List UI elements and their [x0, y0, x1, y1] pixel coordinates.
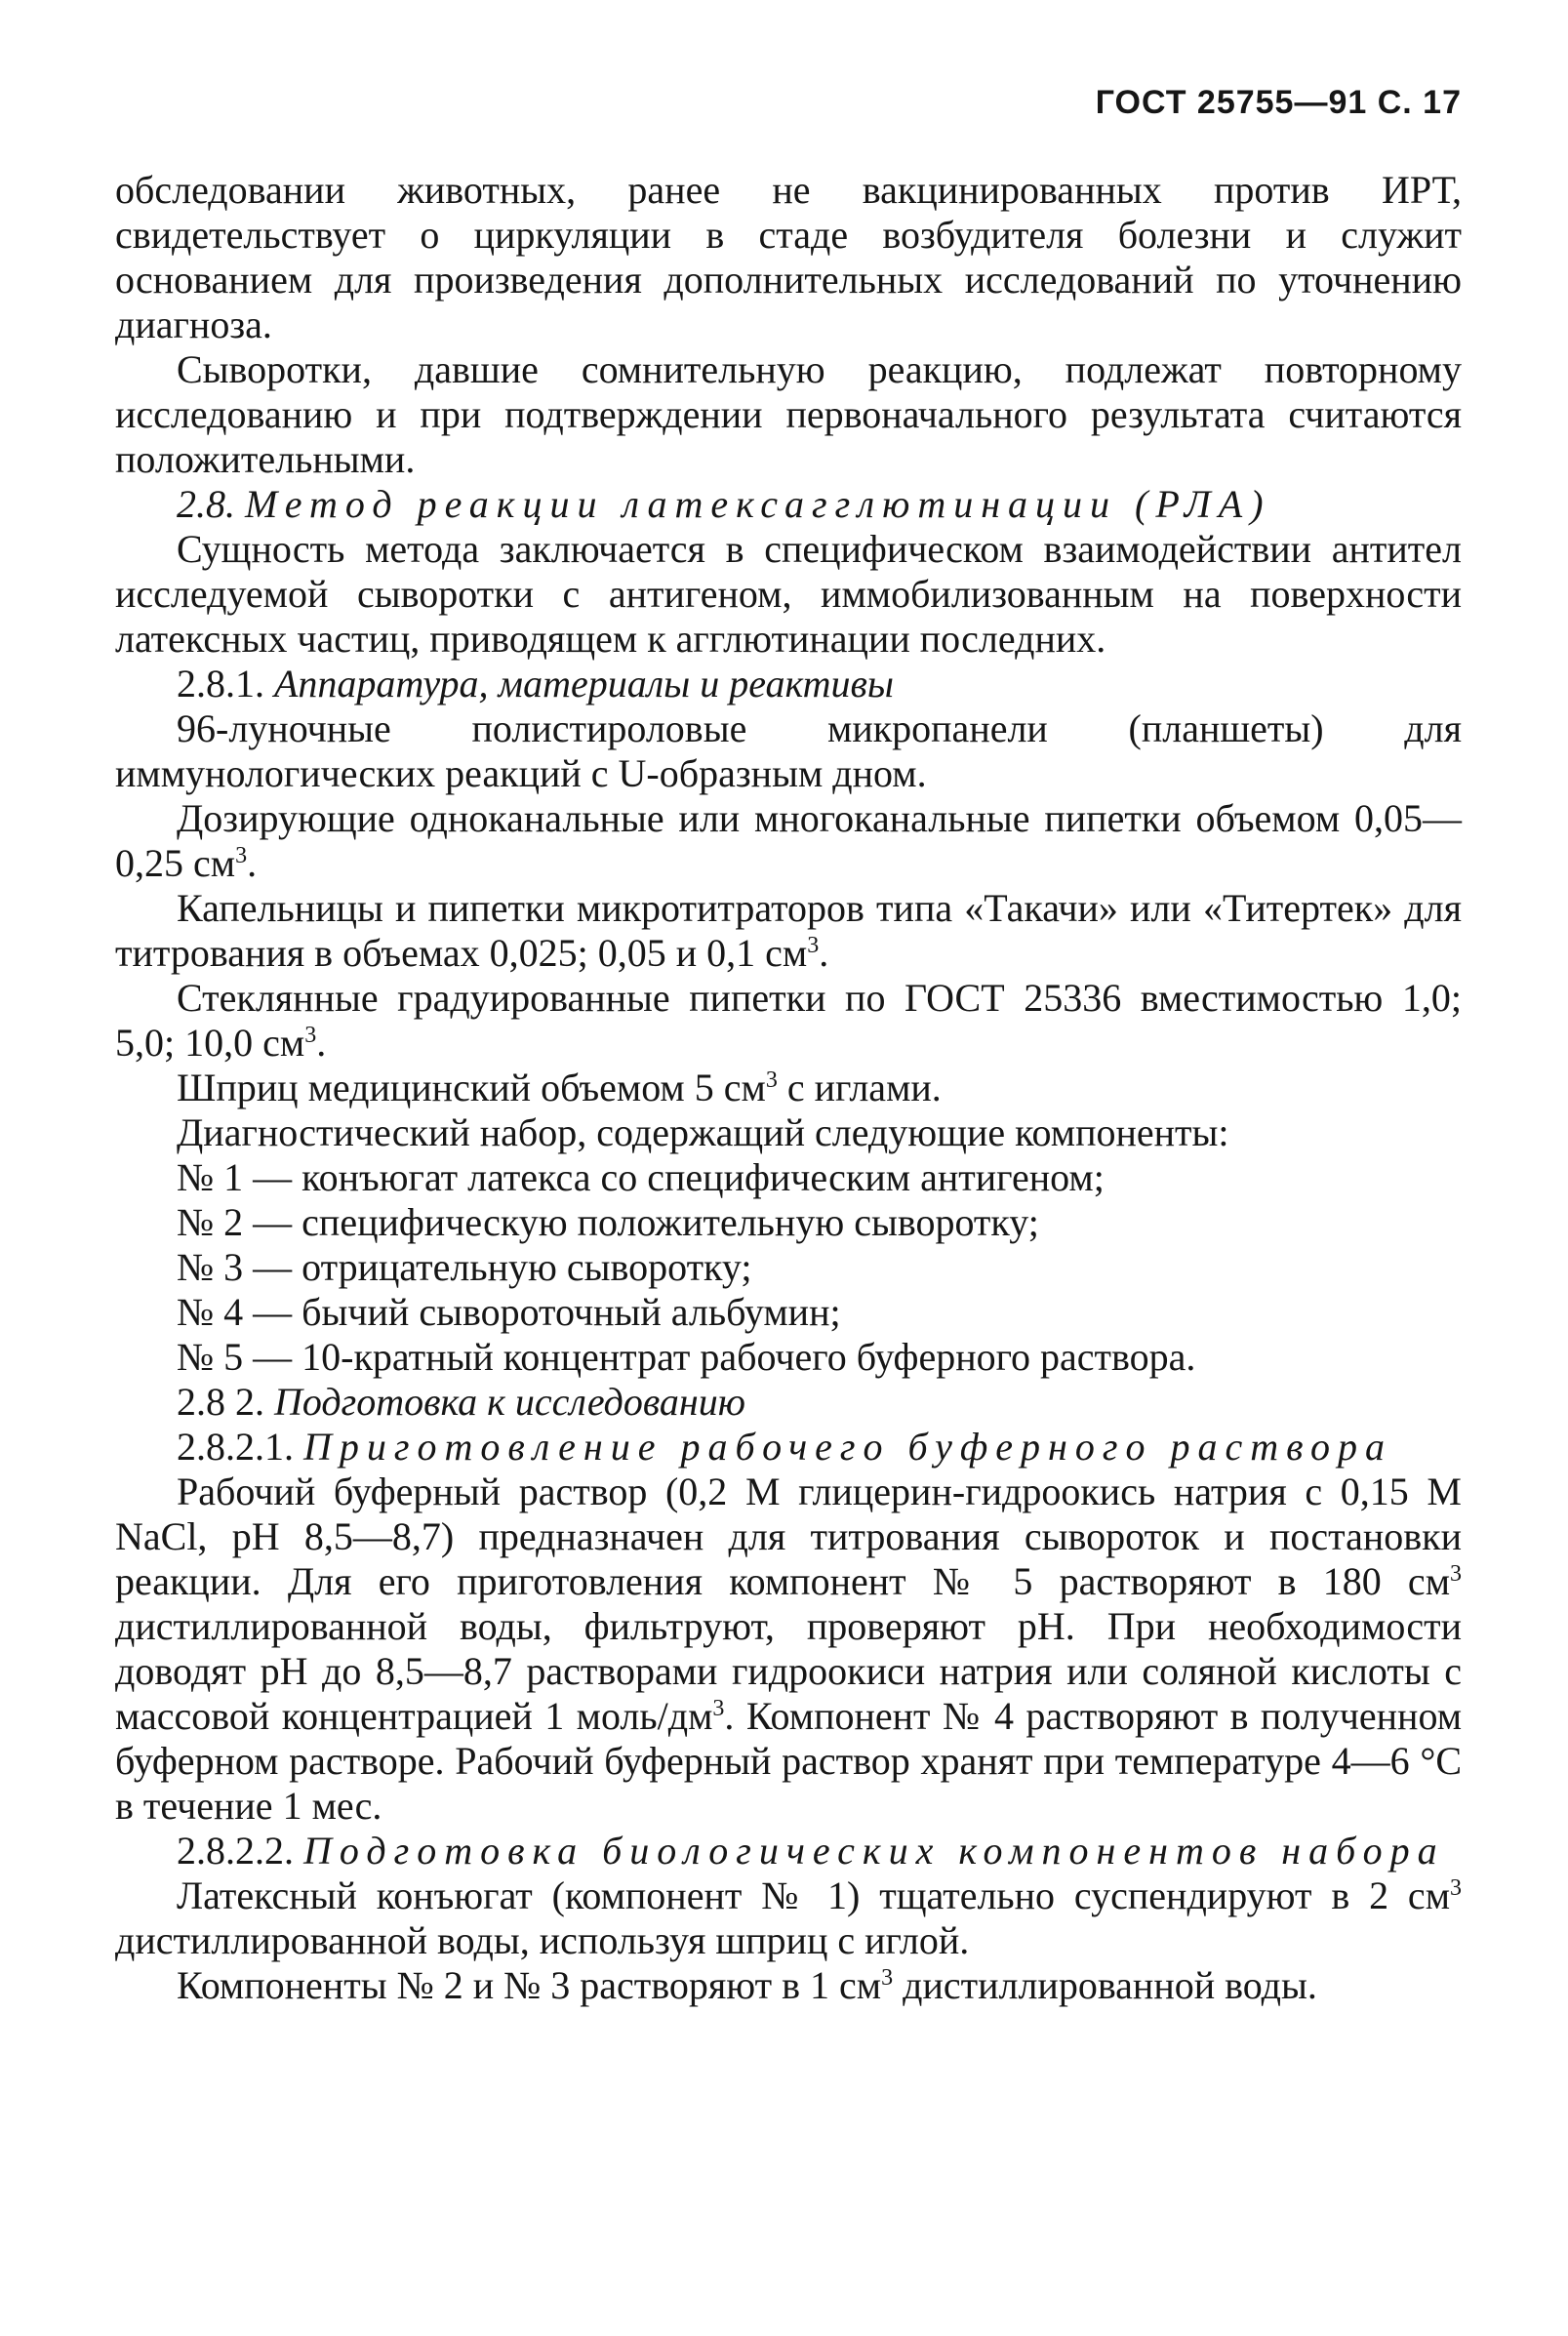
text: с иглами. — [777, 1066, 942, 1109]
text: . — [819, 931, 829, 975]
paragraph-10 — [115, 1470, 1462, 1829]
section-number: 2.8.2.1. — [177, 1425, 294, 1469]
section-number: 2.8.2.2. — [177, 1829, 294, 1873]
paragraph-4: 96-луночные полистироловые микропанели (планшеты) для иммунологических реакций с U-образным дном. — [115, 706, 1462, 795]
text: Латексный конъюгат (компонент № 1) тщательно суспендируют в 2 см — [177, 1873, 1450, 1917]
paragraph-12 — [115, 1963, 1462, 2008]
text: дистиллированной воды, фильтруют, проверяют pH. При необходимости доводят pH до 8,5—8,7 растворами гидроокиси натрия или соляной кислоты с массовой концентрацией 1 моль/дм — [115, 1604, 1462, 1738]
component-item: № 2 — специфическую положительную сыворотку; — [177, 1200, 1039, 1244]
text: Компоненты № 2 и № 3 растворяют в 1 см — [177, 1963, 882, 2007]
section-number: 2.8 2. — [177, 1380, 264, 1424]
component-item: № 5 — 10-кратный концентрат рабочего буферного раствора. — [177, 1335, 1196, 1379]
section-2-8-heading — [115, 482, 1462, 527]
paragraph-1: обследовании животных, ранее не вакцинированных против ИРТ, свидетельствует о циркуляции в стаде возбудителя болезни и служит основанием для произведения дополнительных исследований по уточнению диагноза. — [115, 168, 1462, 346]
paragraph-9: Диагностический набор, содержащий следующие компоненты: — [177, 1110, 1229, 1154]
paragraph-2: Сыворотки, давшие сомнительную реакцию, подлежат повторному исследованию и при подтверждении первоначального результата считаются положительными. — [115, 347, 1462, 481]
superscript: 3 — [712, 1696, 725, 1721]
section-title: Аппаратура, материалы и реактивы — [274, 662, 894, 705]
text: Шприц медицинский объемом 5 см — [177, 1066, 766, 1109]
text: дистиллированной воды. — [893, 1963, 1317, 2007]
section-2-8-2-heading — [115, 1380, 1462, 1425]
component-item: № 1 — конъюгат латекса со специфическим антигеном; — [177, 1155, 1105, 1199]
superscript: 3 — [1450, 1875, 1462, 1901]
text: дистиллированной воды, используя шприц с иглой. — [115, 1918, 970, 1962]
section-title: Метод реакции латексагглютинации (РЛА) — [245, 482, 1271, 526]
text: . — [316, 1021, 327, 1065]
text: . — [247, 841, 258, 885]
paragraph-3: Сущность метода заключается в специфическом взаимодействии антител исследуемой сыворотки с антигеном, иммобилизованным на поверхности латексных частиц, приводящем к агглютинации последних. — [115, 527, 1462, 661]
paragraph-7 — [115, 976, 1462, 1066]
section-2-8-1-heading — [115, 662, 1462, 706]
page-header: ГОСТ 25755—91 С. 17 — [1095, 84, 1462, 121]
paragraph-5 — [115, 796, 1462, 886]
section-2-8-2-1-heading — [115, 1425, 1462, 1470]
section-2-8-2-2-heading — [115, 1829, 1462, 1873]
superscript: 3 — [1450, 1561, 1462, 1587]
text: Дозирующие одноканальные или многоканальные пипетки объемом 0,05—0,25 см — [115, 796, 1462, 885]
text: Стеклянные градуированные пипетки по ГОСТ 25336 вместимостью 1,0; 5,0; 10,0 см — [115, 976, 1462, 1065]
component-item: № 3 — отрицательную сыворотку; — [177, 1245, 752, 1289]
text: Капельницы и пипетки микротитраторов типа «Такачи» или «Титертек» для титрования в объемах 0,025; 0,05 и 0,1 см — [115, 886, 1462, 975]
section-title: Подготовка к исследованию — [274, 1380, 745, 1424]
section-number: 2.8.1. — [177, 662, 264, 705]
superscript: 3 — [304, 1023, 317, 1048]
section-number: 2.8. — [177, 482, 235, 526]
component-item: № 4 — бычий сывороточный альбумин; — [177, 1290, 841, 1334]
paragraph-8 — [115, 1066, 1462, 1110]
superscript: 3 — [881, 1965, 894, 1991]
superscript: 3 — [807, 933, 820, 958]
text: Рабочий буферный раствор (0,2 М глицерин-гидроокись натрия с 0,15 М NaCl, pH 8,5—8,7) предназначен для титрования сывороток и постановки реакции. Для его приготовления компонент № 5 растворяют в 180 см — [115, 1470, 1462, 1603]
section-title: Подготовка биологических компонентов набора — [303, 1829, 1445, 1873]
section-title: Приготовление рабочего буферного раствора — [303, 1425, 1392, 1469]
document-body — [115, 168, 1462, 2008]
paragraph-6 — [115, 886, 1462, 976]
paragraph-11 — [115, 1873, 1462, 1963]
text: . Компонент № 4 растворяют в полученном буферном растворе. Рабочий буферный раствор хранят при температуре 4—6 °С в течение 1 мес. — [115, 1694, 1463, 1828]
superscript: 3 — [235, 843, 248, 868]
superscript: 3 — [765, 1067, 778, 1093]
